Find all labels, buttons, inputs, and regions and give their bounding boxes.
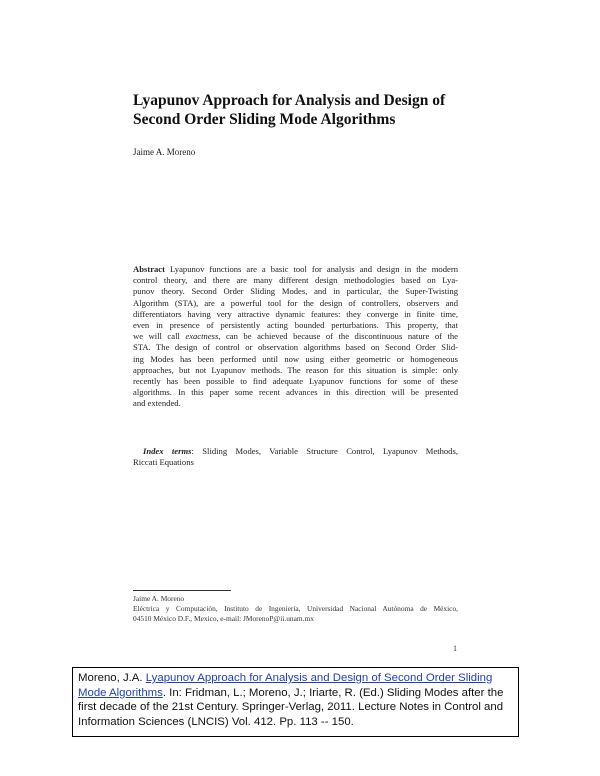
index-terms-line: Riccati Equations [133, 457, 194, 468]
index-terms-label: Index terms [143, 446, 192, 456]
paper-title-line-1: Lyapunov Approach for Analysis and Design of [133, 92, 446, 109]
abstract-line: approaches, but not Lyapunov methods. The reason for this situation is simple: only [133, 364, 458, 375]
abstract-line: differentiators having very attractive dynamic features: they converge in finite time, [133, 308, 458, 319]
footnote-address: 04510 México D.F., Mexico, e-mail: JMorenoP@ii.unam.mx [133, 613, 314, 623]
abstract-line: STA. The design of control or observation algorithms based on Second Order Slid- [133, 342, 458, 353]
citation-title-link-cont[interactable]: Mode Algorithms [78, 686, 163, 699]
paper-title [133, 91, 493, 129]
citation-line: Moreno, J.A. Lyapunov Approach for Analysis and Design of Second Order Sliding [78, 672, 493, 684]
abstract-line: and extended. [133, 398, 181, 409]
citation-line: Mode Algorithms. In: Fridman, L.; Moreno, J.; Iriarte, R. (Ed.) Sliding Modes after the [78, 686, 504, 699]
footnote-author: Jaime A. Moreno [133, 594, 185, 603]
affiliation-footnote [133, 594, 458, 623]
page-number: 1 [453, 644, 457, 653]
index-terms-line: Index terms: Sliding Modes, Variable Structure Control, Lyapunov Methods, [143, 446, 458, 456]
index-terms [133, 446, 458, 468]
citation-line: Information Sciences (LNCIS) Vol. 412. Pp. 113 -- 150. [78, 715, 354, 728]
citation-box [72, 667, 519, 737]
abstract-line: Algorithm (STA), are a powerful tool for the design of controllers, observers and [133, 297, 458, 308]
abstract [133, 264, 458, 410]
abstract-line: control theory, and there are many different design methodologies based on Lya- [133, 275, 458, 286]
abstract-line: we will call exactness, can be achieved because of the discontinuous nature of the [133, 331, 458, 342]
abstract-line: punov theory. Second Order Sliding Modes, and in particular, the Super-Twisting [133, 286, 458, 297]
author-name: Jaime A. Moreno [133, 147, 196, 157]
abstract-line: recently has been possible to find adequate Lyapunov functions for some of these [133, 376, 458, 387]
paper-title-line-2: Second Order Sliding Mode Algorithms [133, 111, 396, 128]
exactness-term: exactness [185, 331, 219, 342]
abstract-line: ing Modes has been performed until now using either geometric or homogeneous [133, 353, 458, 364]
abstract-line: Abstract Lyapunov functions are a basic tool for analysis and design in the modern [133, 264, 458, 274]
footnote-affiliation: Eléctrica y Computación, Instituto de Ingeniería, Universidad Nacional Autónoma de México, [133, 603, 458, 613]
abstract-line: even in presence of persistently acting bounded perturbations. This property, that [133, 320, 458, 331]
footnote-rule [133, 590, 231, 591]
citation-line: first decade of the 21st Century. Springer-Verlag, 2011. Lecture Notes in Control and [78, 701, 504, 714]
abstract-label: Abstract [133, 264, 165, 274]
citation-title-link[interactable]: Lyapunov Approach for Analysis and Design of Second Order Sliding [145, 672, 493, 684]
abstract-line: algorithms. In this paper some recent advances in this direction will be presented [133, 387, 458, 398]
